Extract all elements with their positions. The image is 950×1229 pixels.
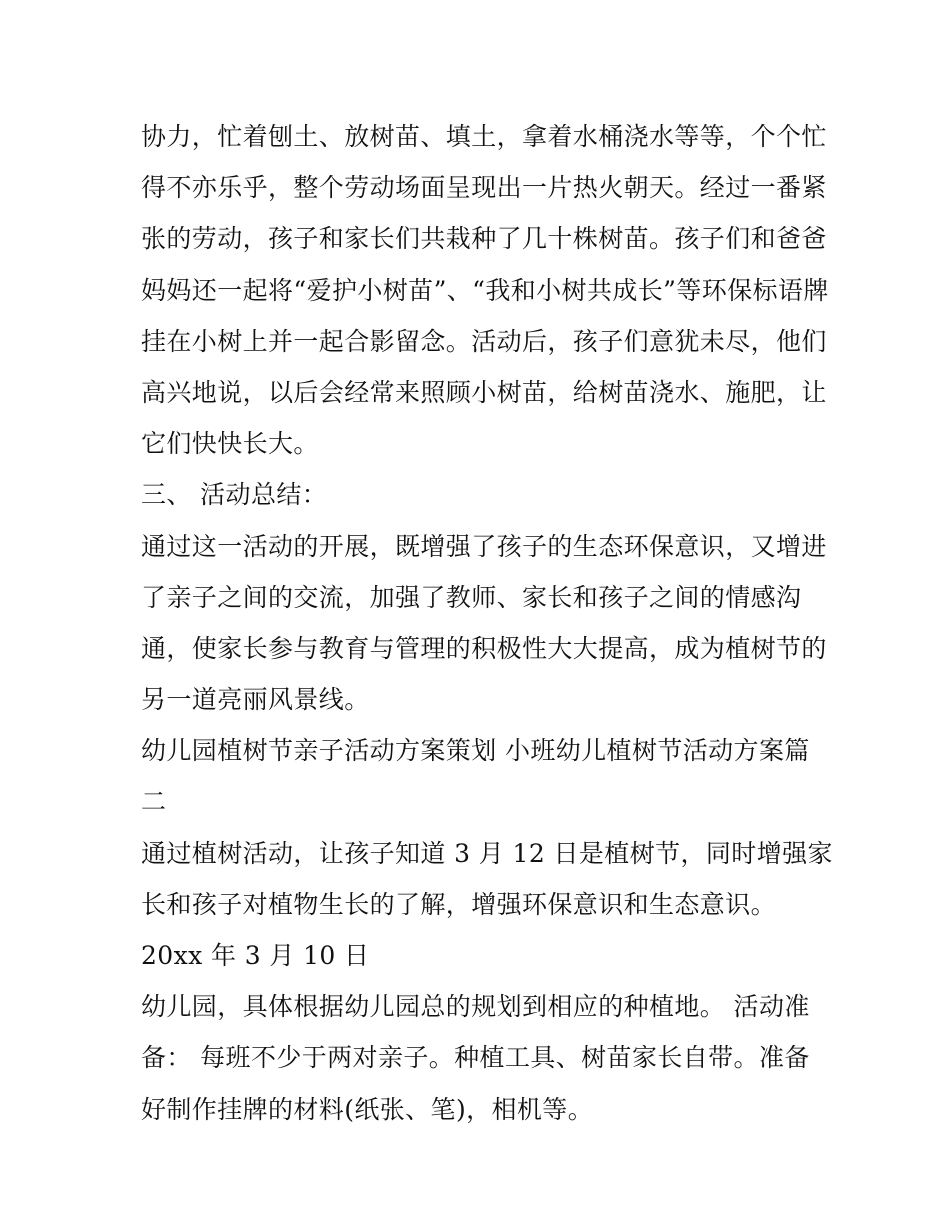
text-line: 张的劳动，孩子和家长们共栽种了几十株树苗。孩子们和爸爸 — [141, 224, 827, 254]
document-body — [141, 111, 833, 1135]
text-line: 通过这一活动的开展，既增强了孩子的生态环保意识，又增进 — [141, 531, 827, 561]
text-line: 协力，忙着刨土、放树苗、填土，拿着水桶浇水等等，个个忙 — [141, 122, 827, 151]
text-line: 另一道亮丽风景线。 — [141, 685, 370, 715]
section-title: 幼儿园植树节亲子活动方案策划 小班幼儿植树节活动方案篇 — [141, 736, 810, 766]
text-line: 好制作挂牌的材料(纸张、笔)，相机等。 — [141, 1094, 594, 1124]
text-line: 挂在小树上并一起合影留念。活动后，孩子们意犹未尽，他们 — [141, 326, 827, 356]
text-line: 它们快快长大。 — [141, 429, 319, 459]
text-line: 通，使家长参与教育与管理的积极性大大提高，成为植树节的 — [141, 633, 827, 663]
section-heading: 三、 活动总结： — [141, 480, 328, 510]
text-line: 得不亦乐乎，整个劳动场面呈现出一片热火朝天。经过一番紧 — [141, 173, 827, 203]
text-line: 备： 每班不少于两对亲子。种植工具、树苗家长自带。准备 — [141, 1043, 810, 1073]
text-line: 妈妈还一起将“爱护小树苗”、“我和小树共成长”等环保标语牌 — [141, 275, 829, 305]
date-line: 20xx 年 3 月 10 日 — [141, 941, 370, 970]
text-line: 幼儿园，具体根据幼儿园总的规划到相应的种植地。 活动准 — [141, 992, 810, 1022]
text-line: 长和孩子对植物生长的了解，增强环保意识和生态意识。 — [141, 889, 777, 919]
section-title: 二 — [141, 787, 167, 817]
text-line: 了亲子之间的交流，加强了教师、家长和孩子之间的情感沟 — [141, 582, 802, 612]
text-line: 通过植树活动，让孩子知道 3 月 12 日是植树节，同时增强家 — [141, 838, 833, 868]
text-line: 高兴地说，以后会经常来照顾小树苗，给树苗浇水、施肥，让 — [141, 377, 827, 407]
